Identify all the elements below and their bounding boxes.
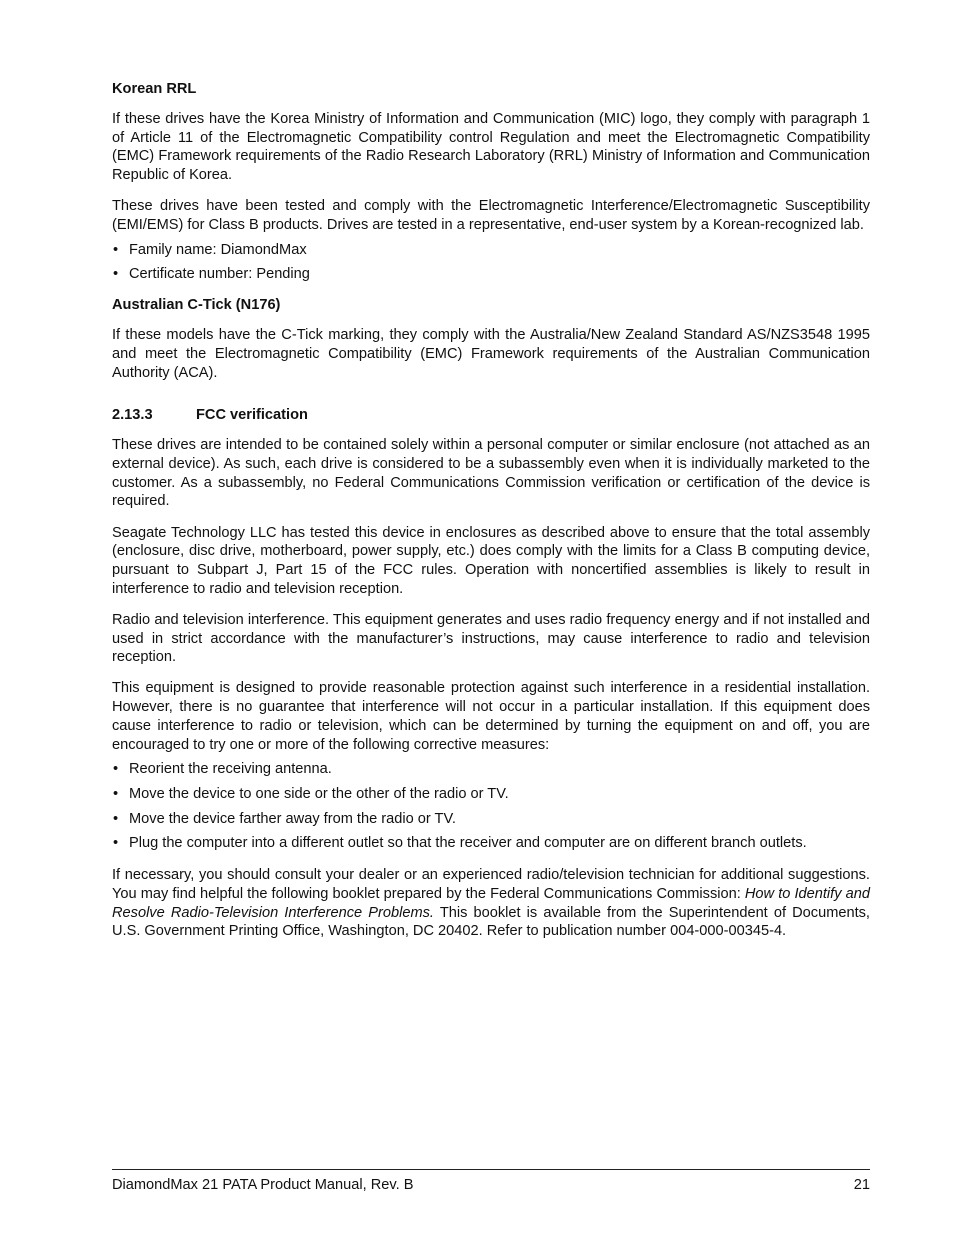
list-item: • Family name: DiamondMax <box>112 241 870 260</box>
fcc-paragraph-1: These drives are intended to be contained solely within a personal computer or similar enclosure (not attached as an external device). As such, each drive is considered to be a subassembly even when it is individually marketed to the customer. As a subassembly, no Federal Communications Commission verification or certification of the device is required. <box>112 437 870 510</box>
korean-rrl-list <box>112 241 870 284</box>
australian-ctick-heading: Australian C-Tick (N176) <box>112 297 281 314</box>
fcc-section-heading <box>112 406 870 424</box>
list-item: • Plug the computer into a different outlet so that the receiver and computer are on different branch outlets. <box>112 834 870 853</box>
korean-rrl-paragraph-2: These drives have been tested and comply with the Electromagnetic Interference/Electromagnetic Susceptibility (EMI/EMS) for Class B products. Drives are tested in a representative, end-user system by a Korean-recognized lab. <box>112 198 870 234</box>
footer-page-number: 21 <box>853 1177 870 1193</box>
list-item: • Reorient the receiving antenna. <box>112 760 870 779</box>
australian-ctick-paragraph: If these models have the C-Tick marking, they comply with the Australia/New Zealand Standard AS/NZS3548 1995 and meet the Electromagnetic Compatibility (EMC) Framework requirements of the Australian Communication Authority (ACA). <box>112 327 870 381</box>
fcc-paragraph-5 <box>112 866 870 941</box>
page-content <box>112 80 870 941</box>
fcc-p5-start: If necessary, you should consult your dealer or an experienced radio/television technician for additional suggestions. You may find helpful the following booklet prepared by the Federal Communications Commission: <box>112 867 870 902</box>
section-number: 2.13.3 <box>112 407 153 424</box>
page-footer <box>112 1169 870 1194</box>
korean-rrl-paragraph-1: If these drives have the Korea Ministry of Information and Communication (MIC) logo, they comply with paragraph 1 of Article 11 of the Electromagnetic Compatibility control Regulation and meet the Electromagnetic Compatibility (EMC) Framework requirements of the Radio Research Laboratory (RRL) Ministry of Information and Communication Republic of Korea. <box>112 111 870 184</box>
fcc-corrective-measures-list <box>112 760 870 853</box>
list-item: • Move the device farther away from the radio or TV. <box>112 810 870 829</box>
fcc-p5-end: This booklet is available from the Superintendent of Documents, U.S. Government Printing Office, Washington, DC 20402. Refer to publication number 004-000-00345-4. <box>112 904 870 940</box>
list-item: • Certificate number: Pending <box>112 265 870 284</box>
fcc-paragraph-2: Seagate Technology LLC has tested this device in enclosures as described above to ensure that the total assembly (enclosure, disc drive, motherboard, power supply, etc.) does comply with the limits for a Class B computing device, pursuant to Subpart J, Part 15 of the FCC rules. Operation with noncertified assemblies is likely to result in interference to radio and television reception. <box>112 524 870 597</box>
section-title: FCC verification <box>196 407 308 424</box>
korean-rrl-heading: Korean RRL <box>112 81 197 97</box>
list-item: • Move the device to one side or the other of the radio or TV. <box>112 785 870 804</box>
footer-document-title: DiamondMax 21 PATA Product Manual, Rev. B <box>112 1177 414 1193</box>
fcc-paragraph-3: Radio and television interference. This equipment generates and uses radio frequency energy and if not installed and used in strict accordance with the manufacturer’s instructions, may cause interference to radio and television reception. <box>112 611 870 666</box>
booklet-title: How to Identify and Resolve Radio-Television Interference Problems. <box>112 885 870 921</box>
fcc-paragraph-4: This equipment is designed to provide reasonable protection against such interference in a residential installation. However, there is no guarantee that interference will not occur in a particular installation. If this equipment does cause interference to radio or television, which can be determined by turning the equipment on and off, you are encouraged to try one or more of the following corrective measures: <box>112 680 870 753</box>
